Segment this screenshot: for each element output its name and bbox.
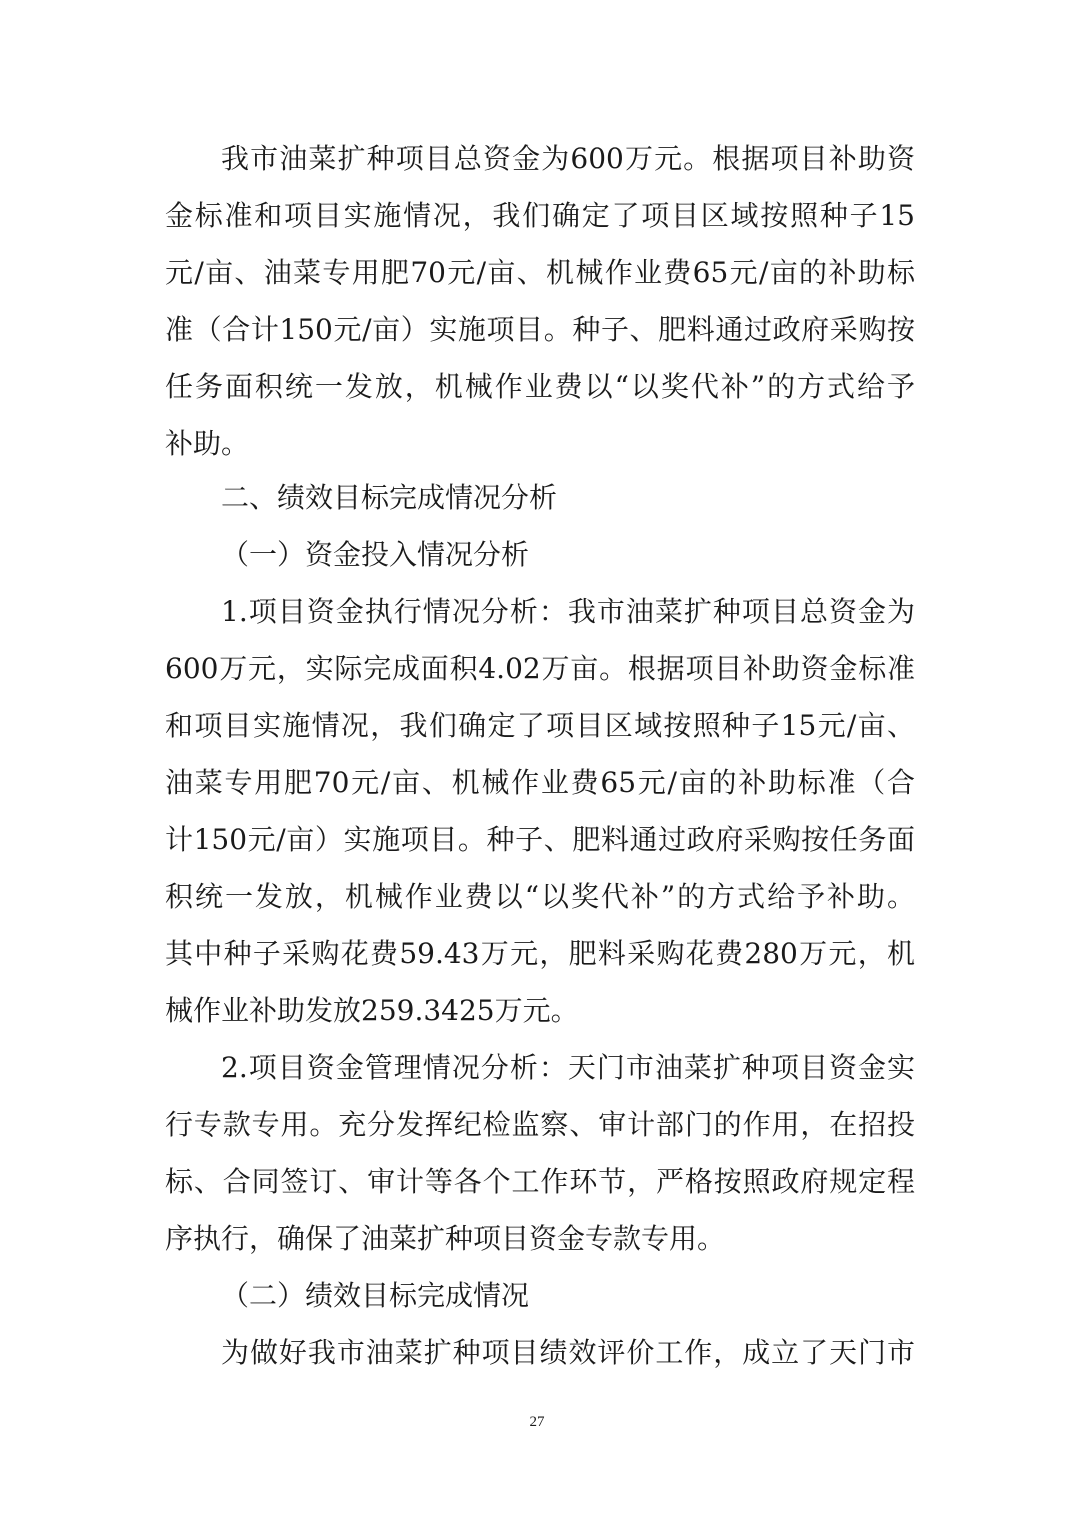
paragraph-3-line-2: 行专款专用。充分发挥纪检监察、审计部门的作用，在招投 — [165, 1108, 915, 1141]
paragraph-1-line-3: 元/亩、油菜专用肥70元/亩、机械作业费65元/亩的补助标 — [165, 256, 915, 289]
paragraph-3-line-1: 2.项目资金管理情况分析：天门市油菜扩种项目资金实 — [221, 1051, 915, 1084]
paragraph-2-line-2: 600万元，实际完成面积4.02万亩。根据项目补助资金标准 — [165, 652, 915, 685]
paragraph-1-line-5: 任务面积统一发放，机械作业费以“以奖代补”的方式给予 — [165, 370, 915, 403]
paragraph-1-line-2: 金标准和项目实施情况，我们确定了项目区域按照种子15 — [165, 199, 915, 232]
paragraph-2-line-3: 和项目实施情况，我们确定了项目区域按照种子15元/亩、 — [165, 709, 915, 742]
paragraph-3-line-4: 序执行，确保了油菜扩种项目资金专款专用。 — [165, 1222, 726, 1255]
paragraph-2-line-8: 械作业补助发放259.3425万元。 — [165, 994, 579, 1027]
subsection-heading-1: （一）资金投入情况分析 — [221, 538, 530, 571]
page-number: 27 — [529, 1414, 545, 1430]
paragraph-2-line-4: 油菜专用肥70元/亩、机械作业费65元/亩的补助标准（合 — [165, 766, 915, 799]
paragraph-4-line-1: 为做好我市油菜扩种项目绩效评价工作，成立了天门市 — [221, 1336, 915, 1369]
section-heading: 二、绩效目标完成情况分析 — [221, 481, 558, 514]
paragraph-2-line-1: 1.项目资金执行情况分析：我市油菜扩种项目总资金为 — [221, 595, 915, 628]
paragraph-2-line-5: 计150元/亩）实施项目。种子、肥料通过政府采购按任务面 — [165, 823, 915, 856]
paragraph-1-line-1: 我市油菜扩种项目总资金为600万元。根据项目补助资 — [221, 142, 915, 175]
paragraph-2-line-6: 积统一发放，机械作业费以“以奖代补”的方式给予补助。 — [165, 880, 915, 913]
paragraph-1-line-6: 补助。 — [165, 427, 250, 460]
paragraph-3-line-3: 标、合同签订、审计等各个工作环节，严格按照政府规定程 — [165, 1165, 915, 1198]
paragraph-2-line-7: 其中种子采购花费59.43万元，肥料采购花费280万元，机 — [165, 937, 915, 970]
paragraph-1-line-4: 准（合计150元/亩）实施项目。种子、肥料通过政府采购按 — [165, 313, 915, 346]
subsection-heading-2: （二）绩效目标完成情况 — [221, 1279, 530, 1312]
